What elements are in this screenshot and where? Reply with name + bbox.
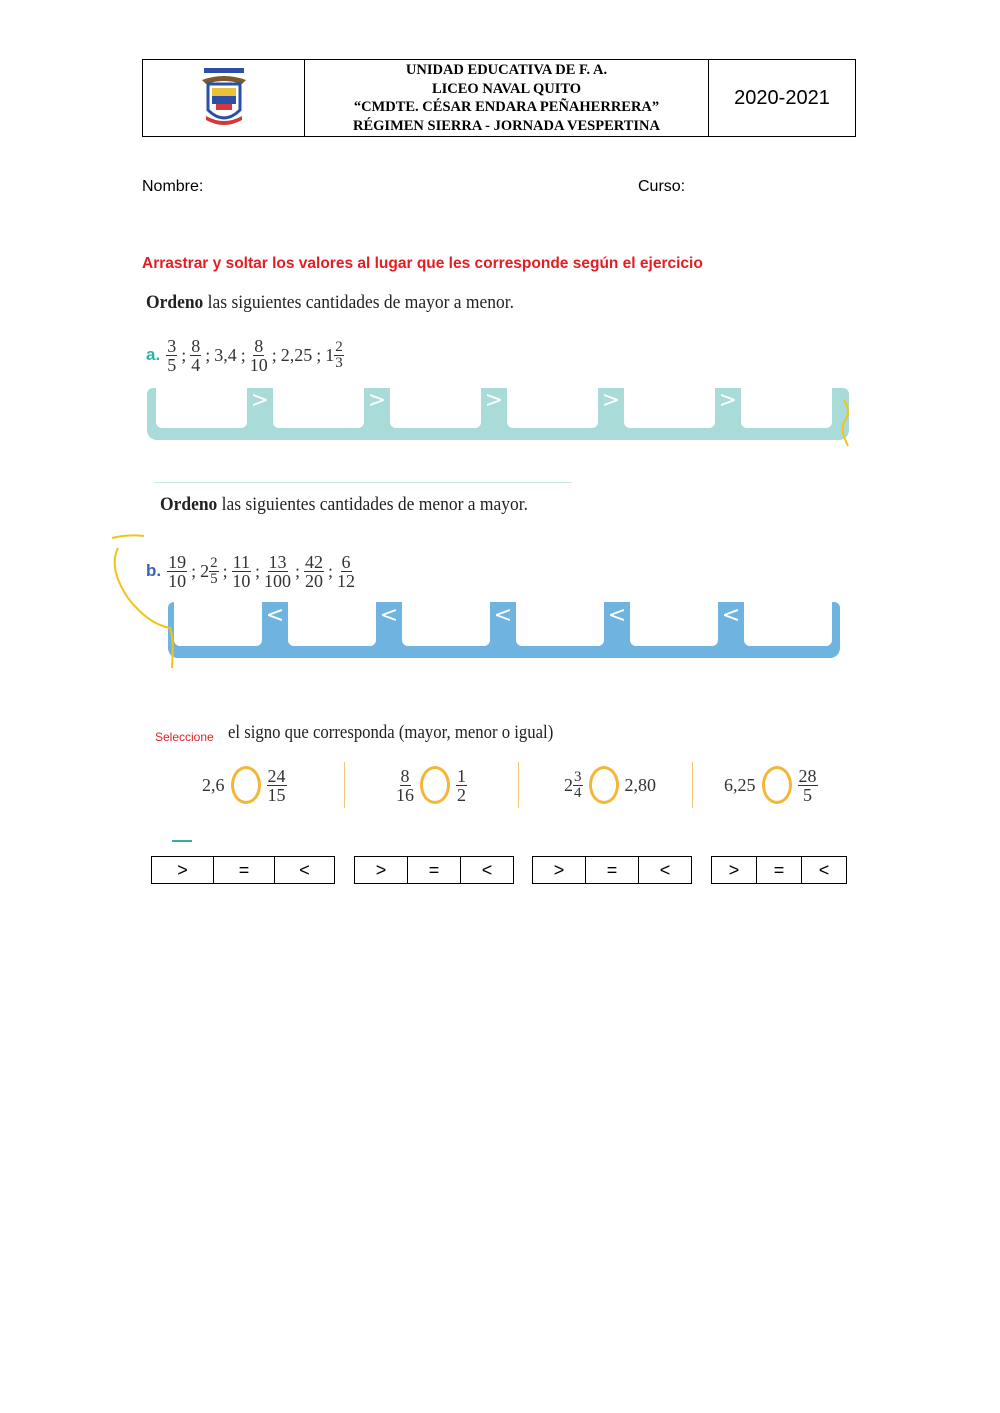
- compare-item-3: [564, 762, 656, 808]
- sign-options-2: [354, 856, 514, 884]
- exercise-a-separator: ;: [181, 344, 187, 365]
- option-greater-button[interactable]: >: [355, 857, 408, 883]
- denominator: 12: [337, 570, 356, 591]
- exercise-a-value-mixed: [325, 340, 344, 371]
- exercise-a-value-fraction: [250, 337, 268, 374]
- exercise-a-sign-gap: >: [484, 387, 504, 413]
- exercise-a-track: [147, 388, 849, 440]
- exercise-a-title-rest: las siguientes cantidades de mayor a menor.: [203, 292, 514, 313]
- exercise-a-value-decimal: 3,4: [214, 344, 237, 365]
- exercise-a-sign-gap: >: [601, 387, 621, 413]
- exercise-b-sign-gap: <: [379, 602, 399, 628]
- divider: [154, 482, 572, 483]
- option-less-button[interactable]: <: [659, 859, 671, 880]
- exercise-b-sign-gap: <: [721, 602, 741, 628]
- compare-3-left: 2 $\frac{3}{4}$: [564, 768, 582, 801]
- option-greater-button[interactable]: >: [712, 857, 757, 883]
- compare-separator: [344, 762, 345, 808]
- compare-2-drop-circle[interactable]: [420, 766, 450, 804]
- exercise-b-sign-gap: <: [493, 602, 513, 628]
- exercise-a-value-fraction: [166, 337, 177, 374]
- option-equal-button[interactable]: =: [586, 857, 639, 883]
- exercise-b-drop-slot[interactable]: [288, 602, 376, 646]
- exercise-a-drop-slot[interactable]: [507, 388, 598, 428]
- exercise-a-drop-slot[interactable]: [390, 388, 481, 428]
- exercise-b-title-bold: Ordeno: [160, 494, 218, 515]
- denominator: 3: [335, 354, 343, 371]
- exercise-b-value-fraction: [264, 553, 291, 590]
- school-name-block: [305, 60, 709, 136]
- option-greater-button[interactable]: >: [152, 857, 214, 883]
- exercise-a-letter: a.: [146, 345, 161, 364]
- denominator: 20: [305, 570, 324, 591]
- exercise-b-separator: ;: [191, 560, 197, 581]
- school-year: 2020-2021: [734, 86, 830, 109]
- exercise-a-value-fraction: [190, 337, 201, 374]
- exercise-b-drop-slot[interactable]: [174, 602, 262, 646]
- exercise-b-title: [160, 494, 528, 516]
- exercise-b-separator: ;: [328, 560, 334, 581]
- compare-1-right: $\frac{24}{15}$: [267, 765, 286, 805]
- exercise-b-drop-slot[interactable]: [516, 602, 604, 646]
- sign-options-3: [532, 856, 692, 884]
- compare-4-left: 6,25: [724, 774, 756, 795]
- fraction-part: [209, 556, 219, 587]
- exercise-b-value-fraction: [304, 553, 324, 590]
- header-line-3: “CMDTE. CÉSAR ENDARA PEÑAHERRERA”: [353, 99, 660, 115]
- school-crest-icon: [198, 66, 250, 130]
- denominator: 10: [232, 570, 251, 591]
- exercise-b-drop-slot[interactable]: [402, 602, 490, 646]
- exercise-b-sign-gap: <: [607, 602, 627, 628]
- numerator: 2: [335, 338, 343, 355]
- compare-2-right: $\frac{1}{2}$: [457, 765, 466, 805]
- sign-options-4: [711, 856, 847, 884]
- header-table: [142, 59, 856, 137]
- option-less-button[interactable]: <: [299, 859, 310, 880]
- exercise-b-track: [168, 602, 840, 658]
- whole-part: 2: [200, 560, 210, 581]
- compare-title: el signo que corresponda (mayor, menor o igual): [228, 722, 554, 743]
- exercise-b-separator: ;: [254, 560, 260, 581]
- numerator: 13: [268, 551, 287, 572]
- numerator: 2: [210, 554, 218, 571]
- compare-separator: [518, 762, 519, 808]
- exercise-b-value-fraction: [232, 553, 251, 590]
- exercise-a-sign-gap: >: [718, 387, 738, 413]
- option-equal-button[interactable]: =: [757, 857, 802, 883]
- header-line-4: RÉGIMEN SIERRA - JORNADA VESPERTINA: [353, 117, 660, 134]
- numerator: 6: [341, 551, 351, 572]
- header-line-2: LICEO NAVAL QUITO: [431, 80, 582, 97]
- exercise-a-drop-slot[interactable]: [624, 388, 715, 428]
- exercise-b-value-fraction: [337, 553, 355, 590]
- pen-mark-a: [838, 398, 854, 448]
- compare-4-drop-circle[interactable]: [762, 766, 792, 804]
- denominator: 10: [249, 354, 268, 375]
- exercise-b-sign-gap: <: [265, 602, 285, 628]
- compare-3-drop-circle[interactable]: [589, 766, 619, 804]
- denominator: 10: [168, 570, 187, 591]
- denominator: 100: [264, 570, 291, 591]
- exercise-b-value-mixed: [200, 556, 219, 587]
- exercise-a-sign-gap: >: [367, 387, 387, 413]
- compare-item-1: [202, 762, 287, 808]
- exercise-a-separator: ;: [271, 344, 277, 365]
- exercise-a-title: [146, 292, 514, 314]
- exercise-a-separator: ;: [205, 344, 211, 365]
- compare-1-drop-circle[interactable]: [231, 766, 261, 804]
- exercise-a-drop-slot[interactable]: [741, 388, 832, 428]
- header-line-1: UNIDAD EDUCATIVA DE F. A.: [405, 62, 608, 78]
- numerator: 42: [305, 551, 324, 572]
- compare-4-right: $\frac{28}{5}$: [798, 765, 817, 805]
- exercise-a-drop-slot[interactable]: [156, 388, 247, 428]
- option-equal-button[interactable]: =: [408, 857, 461, 883]
- school-logo: [143, 60, 305, 136]
- name-label: Nombre:: [142, 178, 204, 195]
- fraction-part: [334, 340, 344, 371]
- exercise-b-drop-slot[interactable]: [744, 602, 832, 646]
- dash-mark: [172, 840, 192, 842]
- compare-item-2: [396, 762, 467, 808]
- numerator: 3: [167, 335, 177, 356]
- instruction-text: Arrastrar y soltar los valores al lugar que les corresponde según el ejercicio: [142, 255, 703, 272]
- compare-3-right: 2,80: [624, 774, 656, 795]
- exercise-b-title-rest: las siguientes cantidades de menor a mayor.: [217, 494, 528, 515]
- sign-options-1: [151, 856, 335, 884]
- exercise-b-separator: ;: [222, 560, 228, 581]
- numerator: 8: [191, 335, 201, 356]
- exercise-a-separator: ;: [240, 344, 246, 365]
- denominator: 4: [191, 354, 201, 375]
- compare-separator: [692, 762, 693, 808]
- denominator: 5: [210, 570, 218, 587]
- compare-2-left: $\frac{8}{16}$: [396, 765, 414, 805]
- option-less-button[interactable]: <: [818, 859, 830, 880]
- course-label: Curso:: [638, 178, 686, 195]
- exercise-b-separator: ;: [295, 560, 301, 581]
- option-equal-button[interactable]: =: [214, 857, 275, 883]
- exercise-a-values: [146, 333, 344, 377]
- denominator: 5: [167, 354, 177, 375]
- exercise-a-value-decimal: 2,25: [280, 344, 313, 365]
- compare-prefix: Seleccione: [155, 730, 214, 744]
- exercise-b-letter: b.: [146, 561, 162, 580]
- compare-item-4: [724, 762, 818, 808]
- exercise-b-drop-slot[interactable]: [630, 602, 718, 646]
- compare-1-left: 2,6: [202, 774, 225, 795]
- pen-mark-b: [108, 528, 180, 672]
- exercise-a-sign-gap: >: [250, 387, 270, 413]
- numerator: 19: [168, 551, 187, 572]
- numerator: 11: [232, 551, 250, 572]
- exercise-a-drop-slot[interactable]: [273, 388, 364, 428]
- exercise-a-separator: ;: [316, 344, 322, 365]
- numerator: 8: [254, 335, 264, 356]
- exercise-a-title-bold: Ordeno: [146, 292, 204, 313]
- option-less-button[interactable]: <: [481, 859, 493, 880]
- option-greater-button[interactable]: >: [533, 857, 586, 883]
- whole-part: 1: [325, 344, 335, 365]
